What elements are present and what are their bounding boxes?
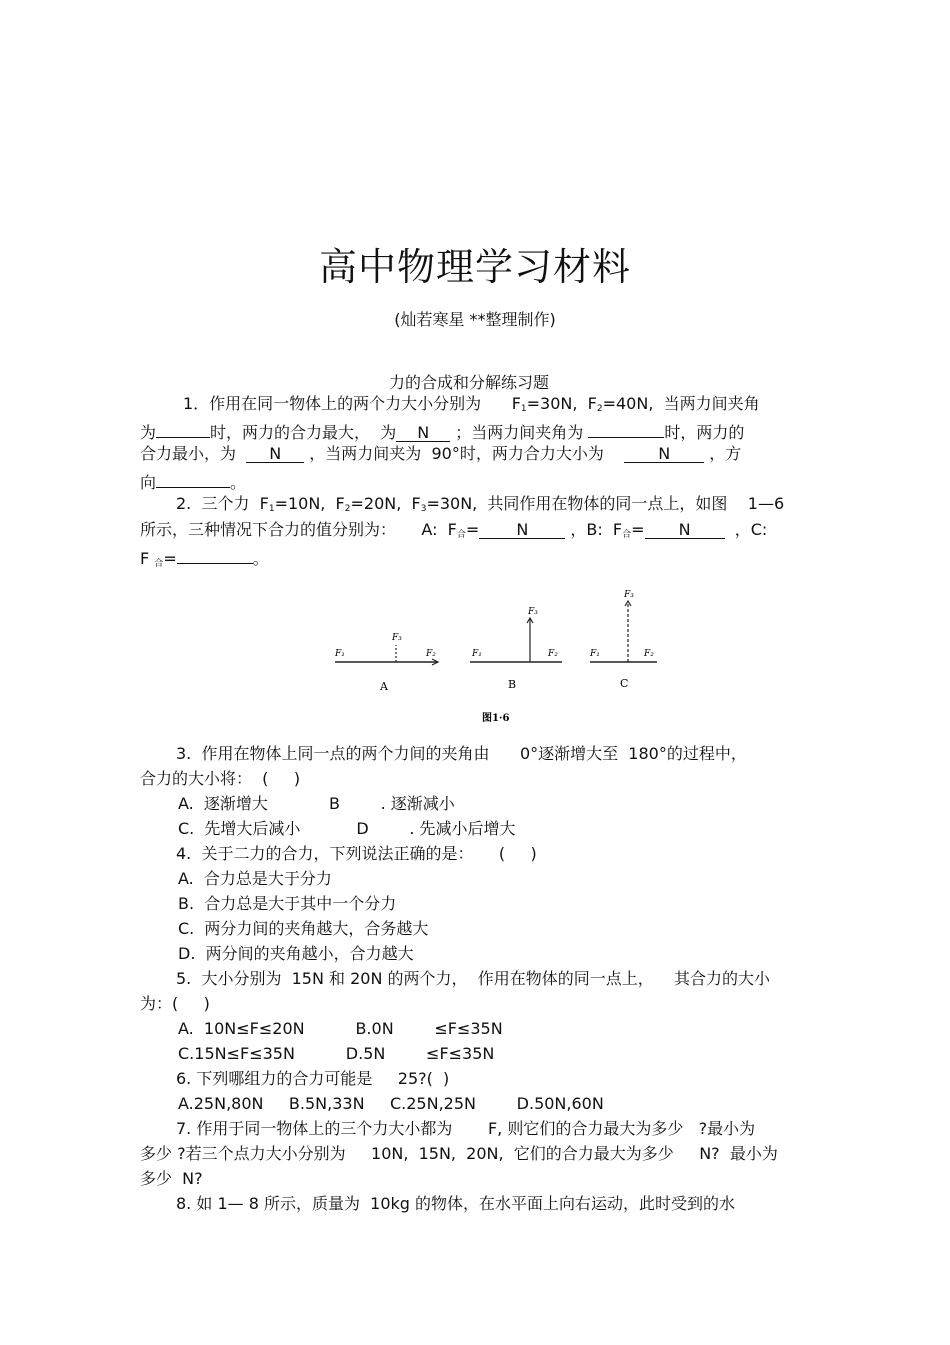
q3-option-ab: A. 逐渐增大 B . 逐渐减小 [178,794,455,813]
unit-label: N [269,444,282,463]
q1-text: 1．作用在同一物体上的两个力大小分别为 [183,394,482,413]
q2-text: 所示，三种情况下合力的值分别为： A: F [140,520,457,539]
q7-line-3: 多少 N? [140,1169,203,1188]
q2-sub: 合 [456,530,466,540]
q1-text: 为 [140,423,157,442]
label-a-f2: F₂ [426,649,436,659]
q2-line-3 [140,545,269,574]
unit-label: N [658,444,671,463]
figure-caption: 图1·6 [482,713,510,724]
answer-blank[interactable] [177,545,253,564]
label-diagram-c: C [620,677,629,690]
q1-text: ，方 [709,444,742,463]
q2-text: =30N, 共同作用在物体的同一点上，如图 1—6 [426,494,785,513]
q2-sub: 2 [344,504,351,514]
q1-text: 向 [140,473,157,492]
label-c-f2: F₁ [590,649,600,659]
q2-sub: 1 [268,504,275,514]
q5-option-cd: C.15N≤F≤35N D.5N ≤F≤35N [178,1044,495,1063]
q3-option-cd: C. 先增大后减小 D . 先减小后增大 [178,819,516,838]
q2-text: ，B: F [570,520,623,539]
q2-text: ，C: [734,520,768,539]
q1-text: =40N, 当两力间夹角 [602,394,760,413]
q1-text: 。 [230,473,247,492]
q1-text: 时，两力的合力最大， 为 [210,423,397,442]
q1-text: ；当两力间夹角为 [455,423,584,442]
unit-label: N [516,520,529,539]
document-subtitle: (灿若寒星 **整理制作) [394,310,556,329]
q5-line-1: 5. 大小分别为 15N 和 20N 的两个力， 作用在物体的同一点上， 其合力的大小 [176,969,771,988]
section-heading: 力的合成和分解练习题 [388,373,549,392]
force-diagram-figure [330,585,660,725]
answer-blank[interactable] [246,444,304,463]
label-b-f1: F₂ [548,649,558,659]
q1-line-4 [140,469,246,493]
label-c-f1: F₂ [644,649,654,659]
q1-line-3 [140,444,741,464]
q2-text: = [631,520,645,539]
q2-text: F [140,549,150,568]
label-c-f3: F₃ [624,590,634,600]
q1-text: F [587,394,597,413]
q2-text: = [465,520,480,539]
q1-text: 合力最小，为 [140,444,237,463]
answer-blank[interactable] [588,419,664,438]
q8-line-1: 8. 如 1— 8 所示，质量为 10kg 的物体，在水平面上向右运动，此时受到的水 [176,1194,736,1213]
q2-sub: 合 [622,530,632,540]
label-b-f3: F₃ [528,607,538,617]
q6-line-1: 6. 下列哪组力的合力可能是 25?( ) [176,1069,450,1088]
answer-blank[interactable] [624,444,704,463]
q2-text: =10N, F [274,494,345,513]
label-b-f2: F₁ [472,649,482,659]
q1-text: =30N, [526,394,578,413]
answer-blank[interactable] [645,520,725,539]
q7-line-1: 7. 作用于同一物体上的三个力大小都为 F, 则它们的合力最大为多少 ?最小为 [176,1119,756,1138]
q3-line-2: 合力的大小将： ( ) [140,769,301,788]
q2-text: =20N, F [350,494,421,513]
label-diagram-a: A [380,680,388,693]
q1-text: 时，两力的 [664,423,745,442]
q3-line-1: 3. 作用在物体上同一点的两个力间的夹角由 0°逐渐增大至 180°的过程中， [176,744,747,763]
q2-text: 2. 三个力 F [176,494,269,513]
q1-sub: 1 [520,404,527,414]
label-a-f3: F₁ [335,649,345,659]
q1-line-1 [183,394,760,419]
q4-line-1: 4. 关于二力的合力，下列说法正确的是： ( ) [176,844,537,863]
q2-sub: 3 [420,504,427,514]
q4-option-b: B. 合力总是大于其中一个分力 [178,894,397,913]
q2-line-1 [176,494,784,519]
q4-option-a: A. 合力总是大于分力 [178,869,332,888]
answer-blank[interactable] [479,520,565,539]
answer-blank[interactable] [396,423,450,442]
force-diagram [330,585,660,725]
q1-line-2 [140,419,744,443]
q1-sub: 2 [596,404,603,414]
label-diagram-b: B [508,678,517,691]
q7-line-2: 多少 ?若三个点力大小分别为 10N, 15N, 20N, 它们的合力最大为多少 N? 最小为 [140,1144,778,1163]
document-title: 高中物理学习材料 [318,245,631,289]
unit-label: N [417,423,430,442]
q2-sub: 合 [154,559,164,569]
q4-option-c: C. 两分力间的夹角越大，合务越大 [178,919,429,938]
answer-blank[interactable] [156,469,230,488]
q5-option-ab: A. 10N≤F≤20N B.0N ≤F≤35N [178,1019,503,1038]
q4-option-d: D. 两分间的夹角越小，合力越大 [178,944,414,963]
q2-line-2 [140,520,767,545]
unit-label: N [678,520,691,539]
q1-text: ，当两力间夹为 90°时，两力合力大小为 [309,444,604,463]
q2-text: 。 [252,549,269,568]
q2-text: = [163,549,177,568]
q1-text: F [511,394,521,413]
answer-blank[interactable] [156,419,210,438]
q5-line-2: 为：( ) [140,994,210,1013]
q6-options: A.25N,80N B.5N,33N C.25N,25N D.50N,60N [178,1094,604,1113]
label-a-f1: F₃ [392,633,402,643]
